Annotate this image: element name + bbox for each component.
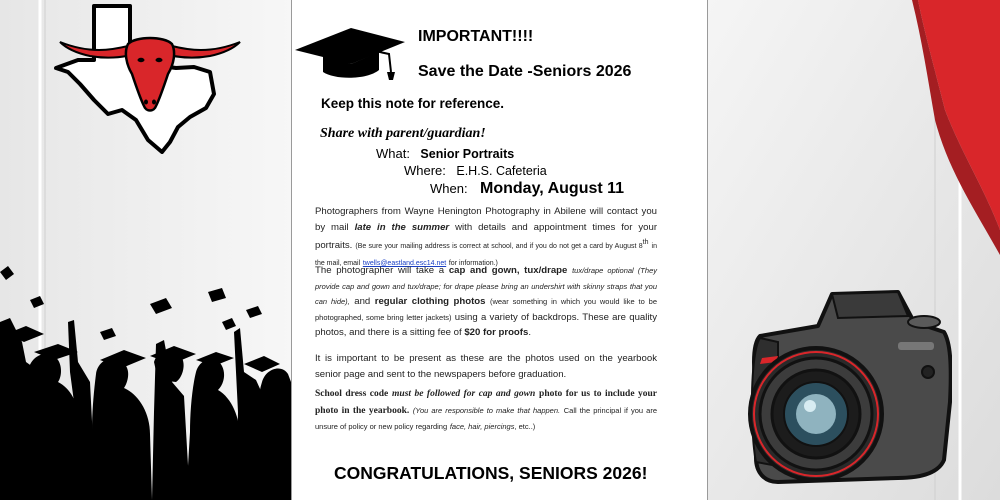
where-label: Where: <box>404 163 446 178</box>
graduation-cap-icon <box>293 20 408 80</box>
when-label: When: <box>430 181 468 196</box>
paragraph-photographers: Photographers from Wayne Henington Photography in Abilene will contact you by mail late in the summer with details and appointment times for your portraits. (Be sure your mailing address is correct at school, and if you do not get a card by August 8th in the mail, email twells@eastland.esc14.net for information.) <box>315 206 658 267</box>
what-label: What: <box>376 146 410 161</box>
graduates-silhouette-icon <box>0 262 291 500</box>
camera-icon <box>748 282 952 494</box>
event-what-row <box>376 145 514 163</box>
where-value: E.H.S. Cafeteria <box>456 164 547 178</box>
congratulations-banner: CONGRATULATIONS, SENIORS 2026! <box>334 463 648 483</box>
what-value: Senior Portraits <box>420 147 515 161</box>
event-when-row <box>430 180 624 198</box>
share-with-parent-text: Share with parent/guardian! <box>320 126 486 141</box>
keep-note-text: Keep this note for reference. <box>321 96 505 111</box>
when-value: Monday, August 11 <box>480 180 625 197</box>
paragraph-dress-code: School dress code must be followed for cap and gown photo for us to include your photo in the yearbook. (You are responsible to make that happen. Call the principal if you are unsure of policy or new policy regarding face, hair, piercings, etc..) <box>315 389 657 431</box>
email-link[interactable]: twells@eastland.esc14.net <box>362 259 447 267</box>
notice-card <box>291 0 708 500</box>
event-where-row <box>404 162 547 180</box>
paragraph-photographer-options: The photographer will take a cap and gown, tux/drape tux/drape optional (They provide cap and gown and tux/drape; for drape please bring an undershirt with skinny straps that you can hide), and regular clothing photos (wear something in which you would like to be photographed, some bring letter jackets) using a variety of backdrops. These are quality photos, and there is a sitting fee of $20 for proofs. <box>315 265 658 338</box>
paragraph-importance: It is important to be present as these are the photos used on the yearbook senior page and sent to the newspapers before graduation. <box>315 353 657 380</box>
important-heading: IMPORTANT!!!! <box>418 28 534 45</box>
save-the-date-heading: Save the Date -Seniors 2026 <box>418 63 632 80</box>
texas-longhorn-logo-icon <box>50 2 245 154</box>
